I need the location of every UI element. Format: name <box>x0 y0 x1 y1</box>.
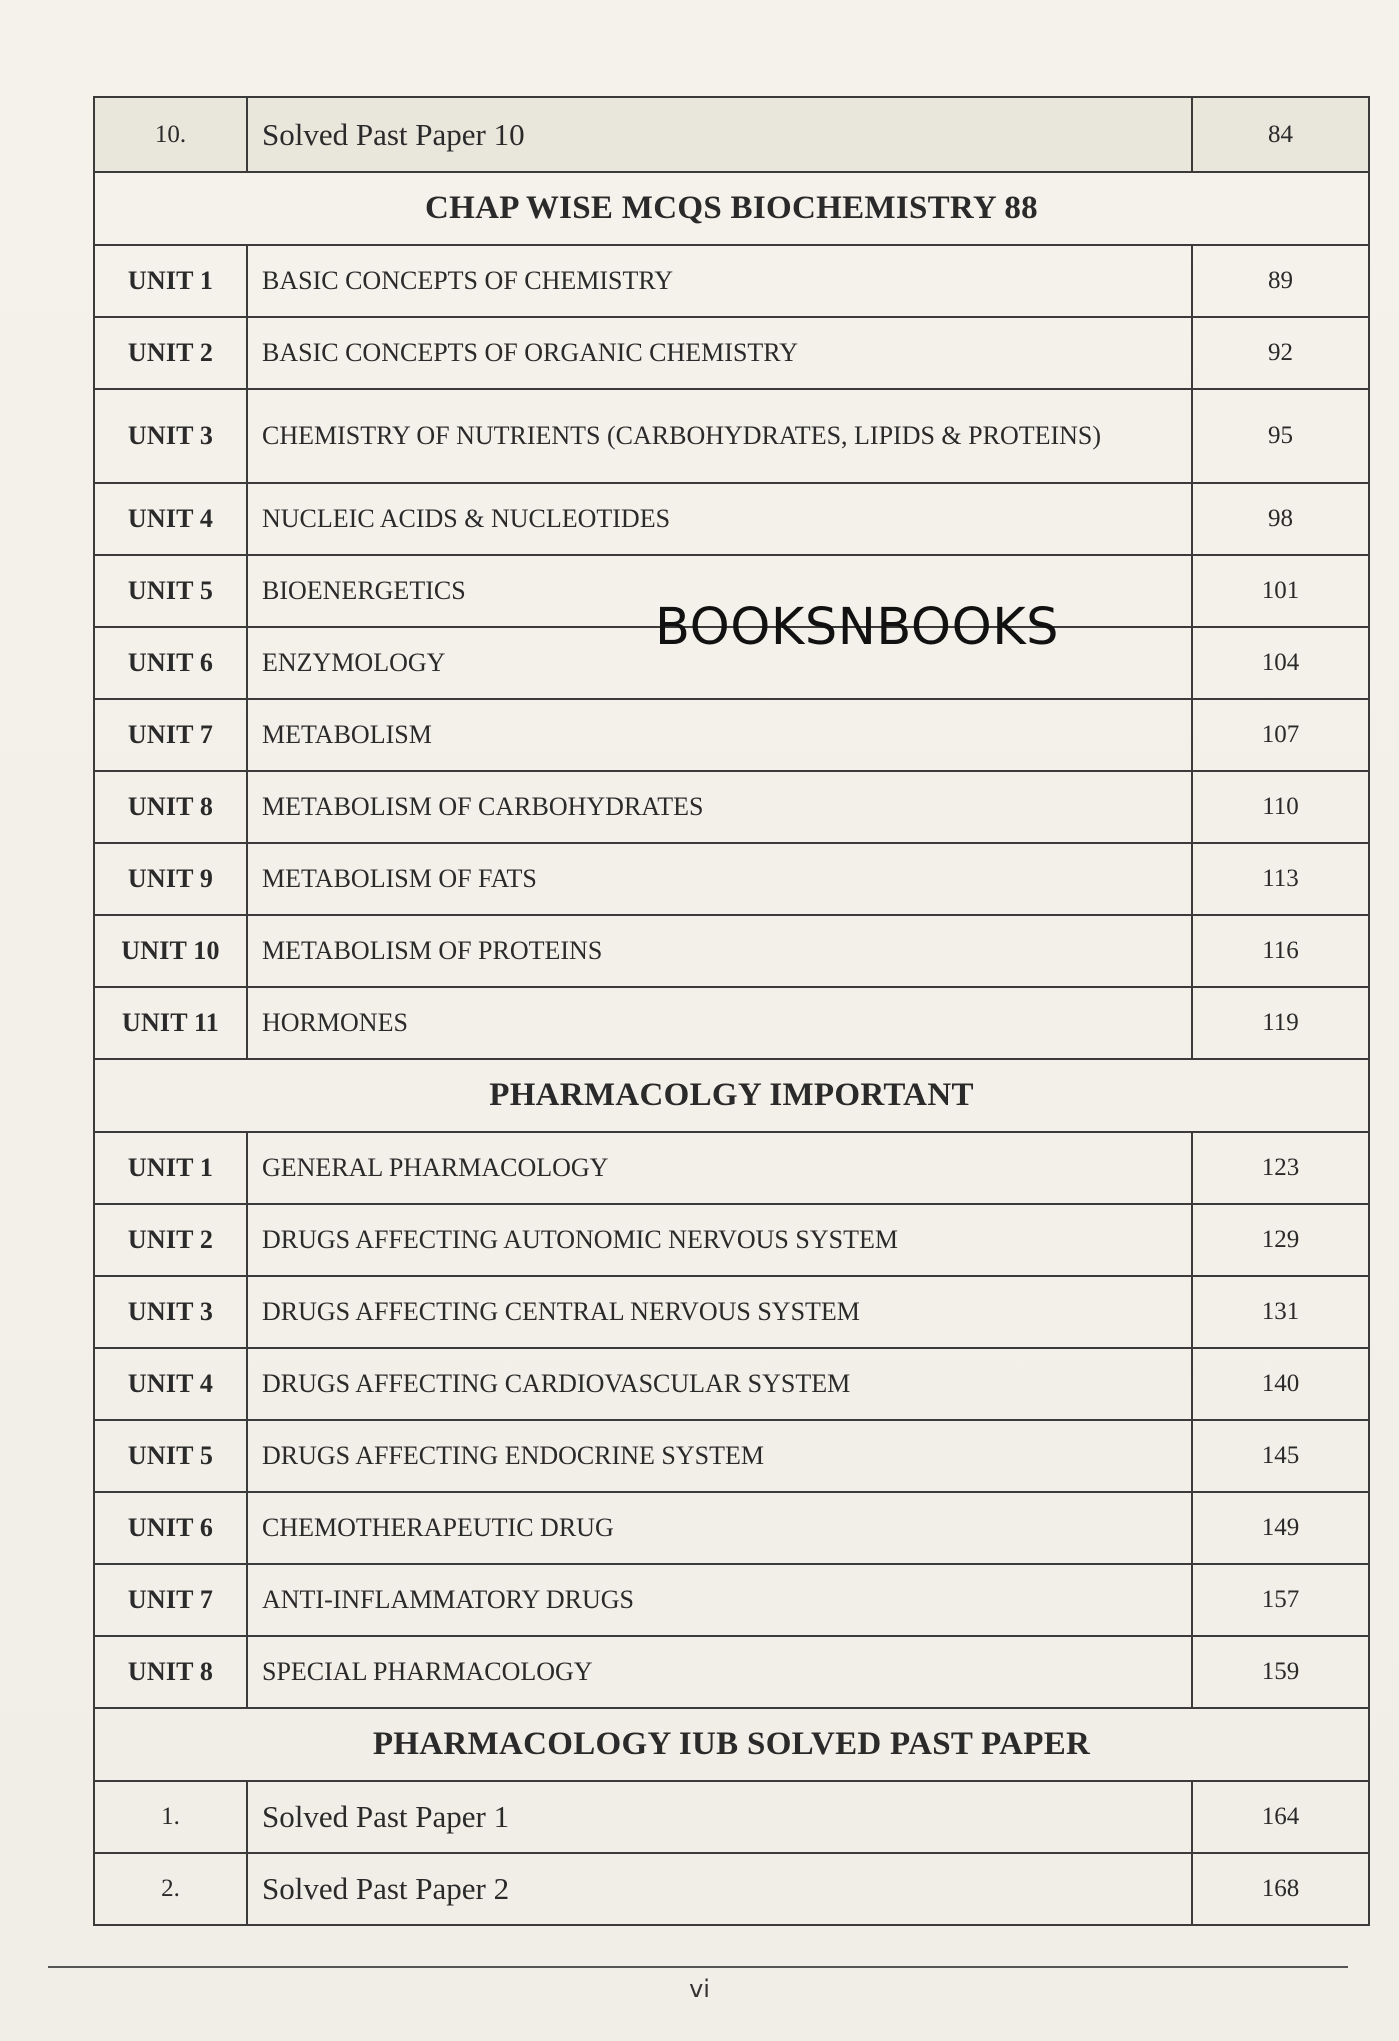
table-row <box>94 1636 1369 1708</box>
section-heading-biochemistry: CHAP WISE MCQS BIOCHEMISTRY 88 <box>94 172 1369 245</box>
row-title: BIOENERGETICS <box>247 555 1192 627</box>
row-page: 145 <box>1192 1420 1369 1492</box>
table-row <box>94 245 1369 317</box>
row-number: 1. <box>94 1781 247 1853</box>
row-unit: UNIT 1 <box>94 1132 247 1204</box>
row-title: DRUGS AFFECTING ENDOCRINE SYSTEM <box>247 1420 1192 1492</box>
table-row <box>94 389 1369 483</box>
row-page: 129 <box>1192 1204 1369 1276</box>
row-page: 168 <box>1192 1853 1369 1925</box>
row-title: DRUGS AFFECTING CARDIOVASCULAR SYSTEM <box>247 1348 1192 1420</box>
table-row <box>94 1564 1369 1636</box>
section-heading-row <box>94 1708 1369 1781</box>
row-page: 84 <box>1192 97 1369 172</box>
table-row <box>94 771 1369 843</box>
section-heading-iub-past-paper: PHARMACOLOGY IUB SOLVED PAST PAPER <box>94 1708 1369 1781</box>
section-heading-row <box>94 172 1369 245</box>
row-title: SPECIAL PHARMACOLOGY <box>247 1636 1192 1708</box>
row-unit: UNIT 9 <box>94 843 247 915</box>
row-unit: UNIT 4 <box>94 483 247 555</box>
row-unit: UNIT 3 <box>94 1276 247 1348</box>
row-unit: UNIT 2 <box>94 1204 247 1276</box>
row-number: 10. <box>94 97 247 172</box>
row-title: BASIC CONCEPTS OF CHEMISTRY <box>247 245 1192 317</box>
table-row <box>94 915 1369 987</box>
row-title: ANTI-INFLAMMATORY DRUGS <box>247 1564 1192 1636</box>
table-row <box>94 987 1369 1059</box>
row-unit: UNIT 6 <box>94 627 247 699</box>
row-unit: UNIT 4 <box>94 1348 247 1420</box>
row-unit: UNIT 1 <box>94 245 247 317</box>
table-row <box>94 1204 1369 1276</box>
row-page: 149 <box>1192 1492 1369 1564</box>
page-number: vi <box>689 1975 710 2003</box>
row-title: ENZYMOLOGY <box>247 627 1192 699</box>
row-title: DRUGS AFFECTING CENTRAL NERVOUS SYSTEM <box>247 1276 1192 1348</box>
row-title: GENERAL PHARMACOLOGY <box>247 1132 1192 1204</box>
row-unit: UNIT 5 <box>94 555 247 627</box>
table-row <box>94 1420 1369 1492</box>
table-row <box>94 1132 1369 1204</box>
row-page: 164 <box>1192 1781 1369 1853</box>
row-page: 116 <box>1192 915 1369 987</box>
row-unit: UNIT 5 <box>94 1420 247 1492</box>
row-unit: UNIT 7 <box>94 1564 247 1636</box>
table-row <box>94 1276 1369 1348</box>
table-row <box>94 1492 1369 1564</box>
row-page: 107 <box>1192 699 1369 771</box>
row-page: 140 <box>1192 1348 1369 1420</box>
row-page: 110 <box>1192 771 1369 843</box>
contents-table <box>93 96 1370 1926</box>
watermark-text: BOOKSNBOOKS <box>655 598 1060 657</box>
row-title: NUCLEIC ACIDS & NUCLEOTIDES <box>247 483 1192 555</box>
row-page: 113 <box>1192 843 1369 915</box>
table-row <box>94 843 1369 915</box>
table-row <box>94 1853 1369 1925</box>
row-title: BASIC CONCEPTS OF ORGANIC CHEMISTRY <box>247 317 1192 389</box>
row-unit: UNIT 3 <box>94 389 247 483</box>
row-page: 92 <box>1192 317 1369 389</box>
row-title: CHEMISTRY OF NUTRIENTS (CARBOHYDRATES, LIPIDS & PROTEINS) <box>247 389 1192 483</box>
row-page: 101 <box>1192 555 1369 627</box>
table-row <box>94 483 1369 555</box>
row-page: 159 <box>1192 1636 1369 1708</box>
row-unit: UNIT 8 <box>94 1636 247 1708</box>
row-unit: UNIT 2 <box>94 317 247 389</box>
row-unit: UNIT 6 <box>94 1492 247 1564</box>
footer-divider <box>48 1966 1348 1968</box>
row-page: 119 <box>1192 987 1369 1059</box>
row-page: 89 <box>1192 245 1369 317</box>
row-page: 104 <box>1192 627 1369 699</box>
row-unit: UNIT 10 <box>94 915 247 987</box>
row-title: METABOLISM <box>247 699 1192 771</box>
table-row <box>94 1348 1369 1420</box>
row-title: HORMONES <box>247 987 1192 1059</box>
row-title: DRUGS AFFECTING AUTONOMIC NERVOUS SYSTEM <box>247 1204 1192 1276</box>
row-unit: UNIT 11 <box>94 987 247 1059</box>
row-page: 98 <box>1192 483 1369 555</box>
section-heading-row <box>94 1059 1369 1132</box>
table-row <box>94 699 1369 771</box>
row-title: Solved Past Paper 2 <box>247 1853 1192 1925</box>
row-title: METABOLISM OF PROTEINS <box>247 915 1192 987</box>
table-row <box>94 97 1369 172</box>
row-title: METABOLISM OF CARBOHYDRATES <box>247 771 1192 843</box>
row-title: Solved Past Paper 1 <box>247 1781 1192 1853</box>
row-page: 123 <box>1192 1132 1369 1204</box>
table-row <box>94 1781 1369 1853</box>
row-page: 95 <box>1192 389 1369 483</box>
section-heading-pharmacology: PHARMACOLGY IMPORTANT <box>94 1059 1369 1132</box>
row-page: 131 <box>1192 1276 1369 1348</box>
table-row <box>94 317 1369 389</box>
row-page: 157 <box>1192 1564 1369 1636</box>
row-unit: UNIT 7 <box>94 699 247 771</box>
row-title: Solved Past Paper 10 <box>247 97 1192 172</box>
row-title: CHEMOTHERAPEUTIC DRUG <box>247 1492 1192 1564</box>
row-number: 2. <box>94 1853 247 1925</box>
row-unit: UNIT 8 <box>94 771 247 843</box>
row-title: METABOLISM OF FATS <box>247 843 1192 915</box>
